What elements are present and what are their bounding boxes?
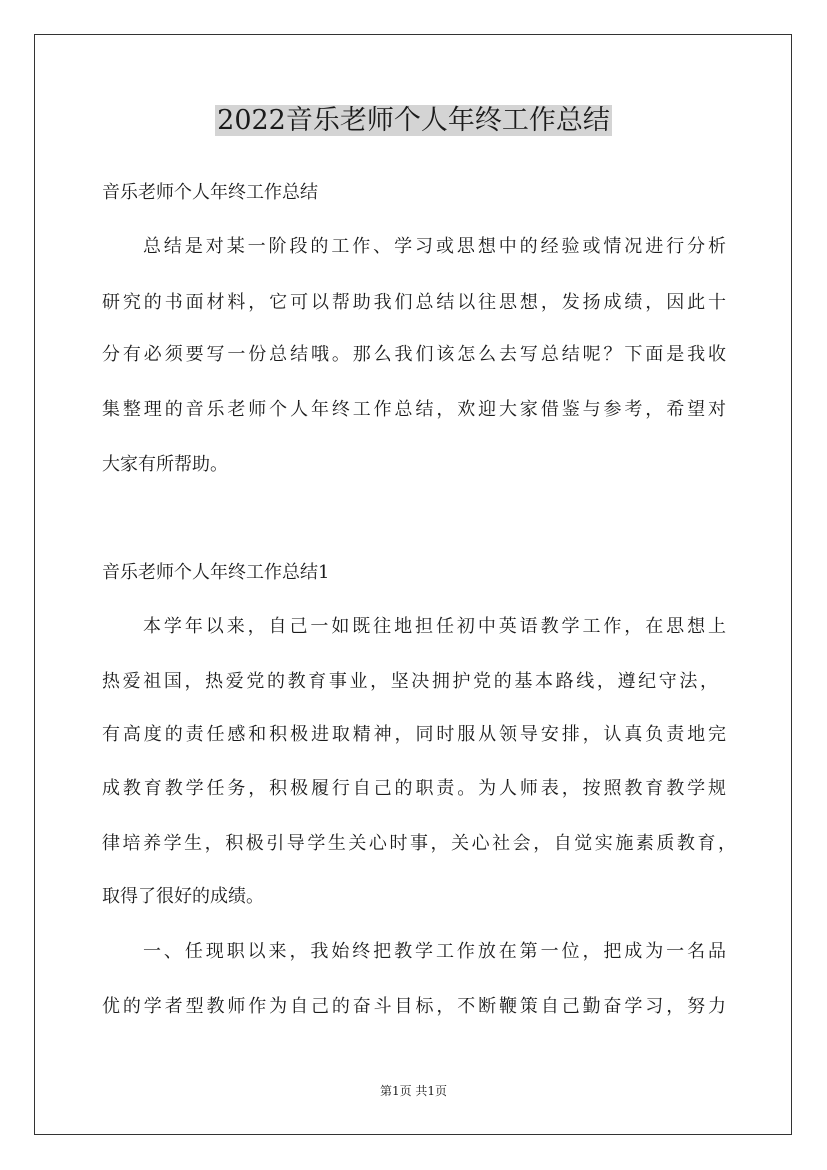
section-heading: 音乐老师个人年终工作总结 (102, 182, 318, 203)
paragraph-line: 总结是对某一阶段的工作、学习或思想中的经验或情况进行分析 (143, 236, 726, 257)
paragraph-line: 研究的书面材料，它可以帮助我们总结以往思想，发扬成绩，因此十 (102, 292, 726, 313)
paragraph-line: 律培养学生，积极引导学生关心时事，关心社会，自觉实施素质教育， (102, 833, 736, 854)
page-footer: 第1页 共1页 (379, 1084, 448, 1098)
paragraph-line: 成教育教学任务，积极履行自己的职责。为人师表，按照教育教学规 (102, 778, 726, 799)
paragraph-line: 分有必须要写一份总结哦。那么我们该怎么去写总结呢？下面是我收 (102, 344, 726, 365)
paragraph-line: 集整理的音乐老师个人年终工作总结，欢迎大家借鉴与参考，希望对 (102, 399, 726, 420)
paragraph-line: 有高度的责任感和积极进取精神，同时服从领导安排，认真负责地完 (102, 724, 726, 745)
paragraph-line: 热爱祖国，热爱党的教育事业，坚决拥护党的基本路线，遵纪守法， (102, 671, 718, 692)
paragraph-line: 优的学者型教师作为自己的奋斗目标，不断鞭策自己勤奋学习，努力 (102, 996, 726, 1017)
paragraph-line: 取得了很好的成绩。 (102, 886, 264, 907)
document-title: 2022音乐老师个人年终工作总结 (217, 105, 610, 136)
paragraph-line: 大家有所帮助。 (102, 454, 228, 475)
section-heading: 音乐老师个人年终工作总结1 (102, 562, 330, 583)
paragraph-line: 一、任现职以来，我始终把教学工作放在第一位，把成为一名品 (143, 941, 726, 962)
paragraph-line: 本学年以来，自己一如既往地担任初中英语教学工作，在思想上 (143, 616, 726, 637)
